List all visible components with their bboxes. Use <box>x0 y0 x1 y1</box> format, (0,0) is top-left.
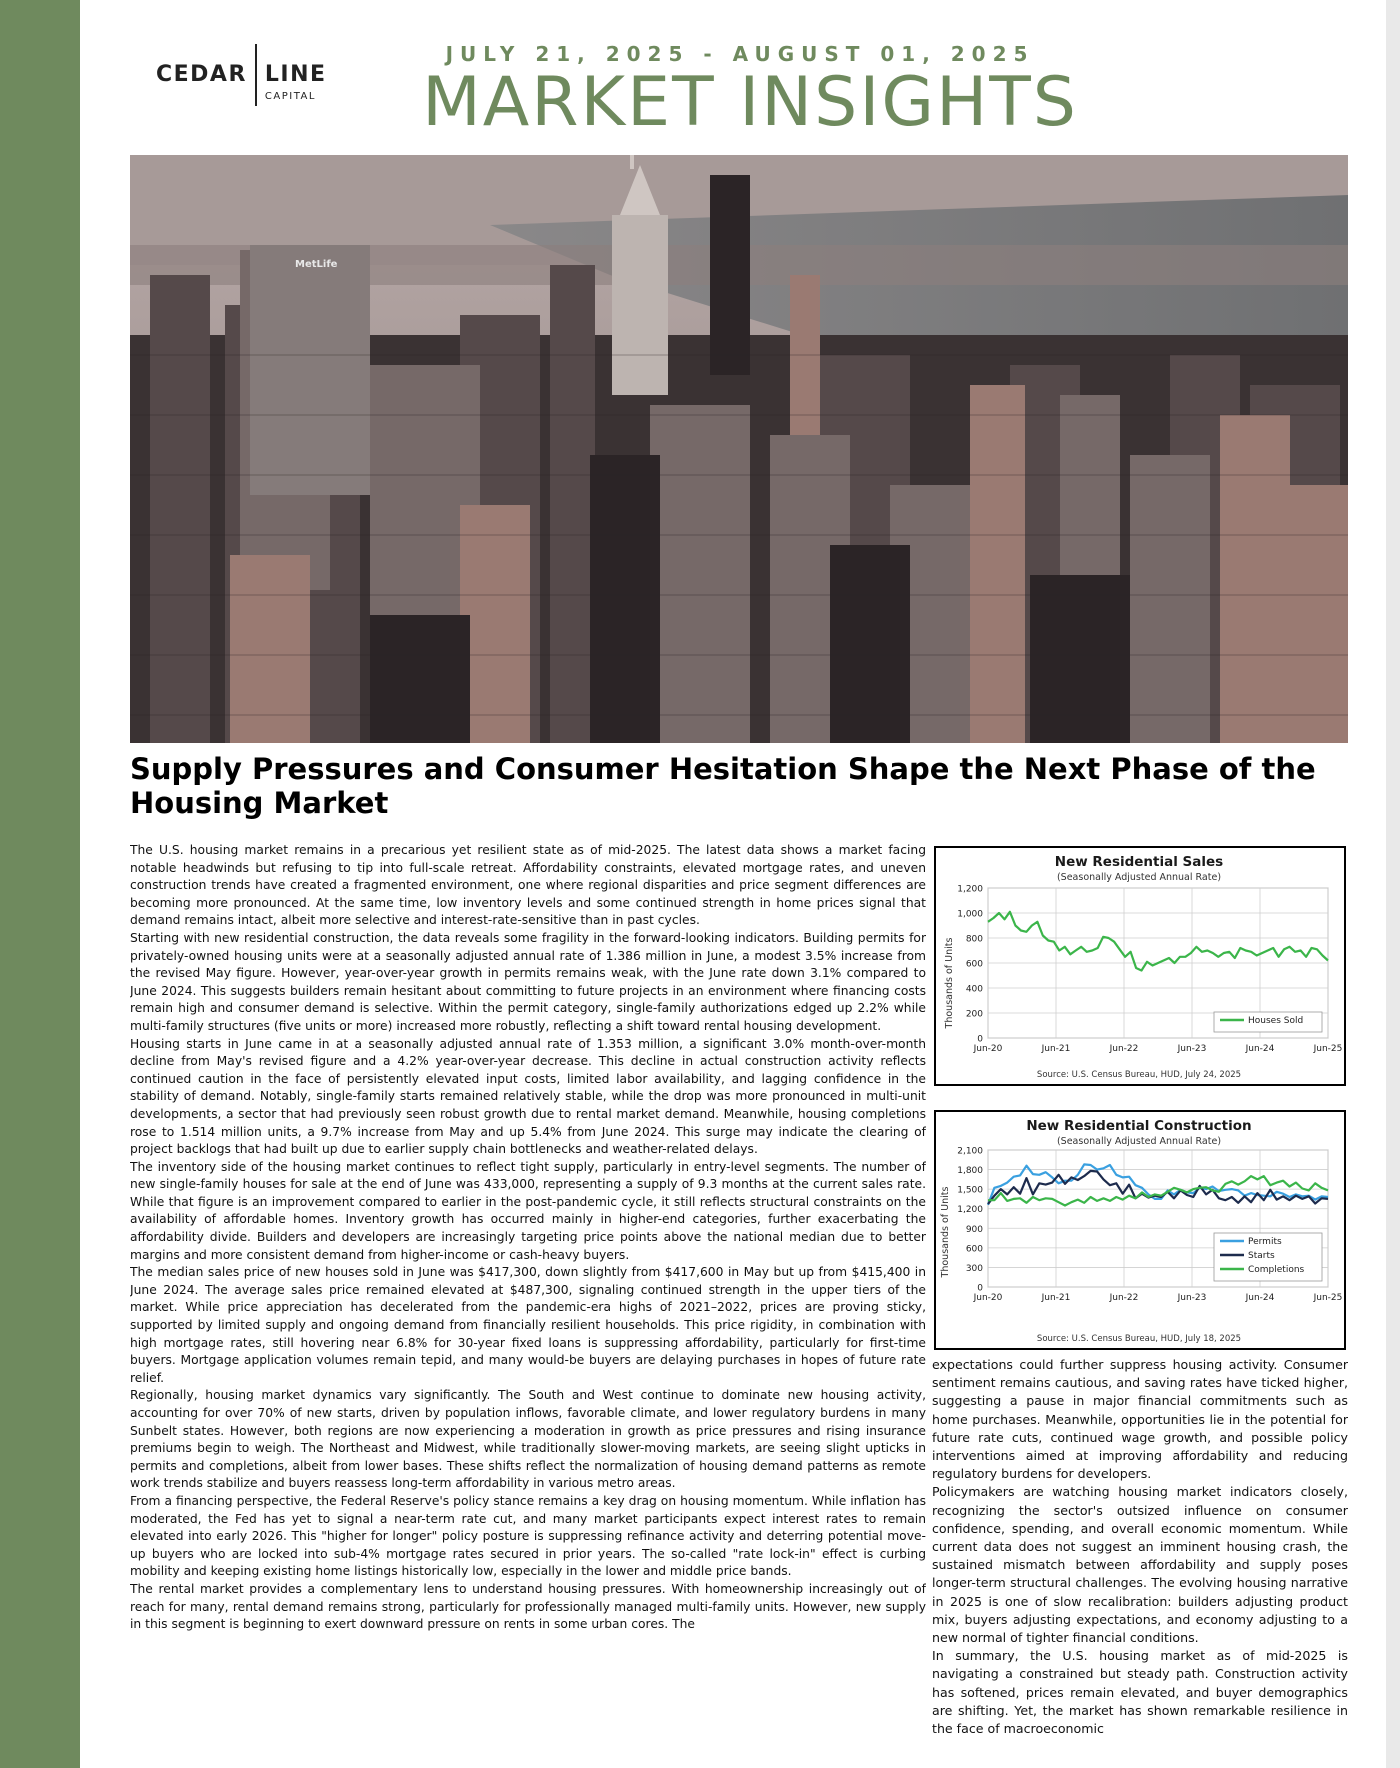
y-tick-label: 300 <box>965 1263 983 1274</box>
y-axis-label: Thousands of Units <box>940 1186 951 1278</box>
x-tick-label: Jun-23 <box>1177 1044 1207 1054</box>
page-title: MARKET INSIGHTS <box>422 63 1078 142</box>
sales-chart-svg <box>936 848 1343 1083</box>
x-tick-label: Jun-22 <box>1109 1044 1139 1054</box>
y-tick-label: 1,000 <box>957 909 983 920</box>
y-tick-label: 400 <box>965 984 983 995</box>
y-tick-label: 1,500 <box>957 1185 983 1196</box>
y-tick-label: 200 <box>965 1009 983 1020</box>
chart-source: Source: U.S. Census Bureau, HUD, July 24, 2025 <box>1036 1070 1242 1080</box>
page-edge <box>1386 0 1400 1768</box>
new-residential-construction-chart <box>934 1110 1346 1350</box>
article-paragraph: From a financing perspective, the Federal Reserve's policy stance remains a key drag on housing momentum. While inflation has moderated, the Fed has yet to signal a near-term rate cut, and many market participants expect interest rates to remain elevated into early 2026. This "higher for longer" policy posture is suppressing refinance activity and deterring potential move-up buyers who are locked into sub-4% mortgage rates secured in prior years. The so-called "rate lock-in" effect is curbing mobility and keeping existing home listings historically low, especially in the lower and middle price bands. <box>130 1493 926 1579</box>
legend-label: Starts <box>1248 1251 1275 1261</box>
brand-name-right: LINE <box>264 62 327 87</box>
chart-source: Source: U.S. Census Bureau, HUD, July 18, 2025 <box>1036 1334 1242 1344</box>
svg-text:MetLife: MetLife <box>295 259 338 270</box>
chart-subtitle: (Seasonally Adjusted Annual Rate) <box>1056 1136 1222 1147</box>
city-skyline-photo <box>130 155 1348 743</box>
article-paragraph: The rental market provides a complementary lens to understand housing pressures. With homeownership increasingly out of reach for many, rental demand remains strong, particularly for professionally managed multi-family units. However, new supply in this segment is beginning to exert downward pressure on rents in some urban cores. The <box>130 1581 926 1632</box>
article-paragraph: Starting with new residential construction, the data reveals some fragility in the forward-looking indicators. Building permits for privately-owned housing units were at a seasonally adjusted annual rate of 1.386 million in June, a modest 3.5% increase from the revised May figure. However, year-over-year growth in permits remains weak, with the June rate down 3.1% compared to June 2024. This suggests builders remain hesitant about committing to future projects in an environment where financing costs remain high and consumer demand is selective. Within the permit category, single-family authorizations edged up 2.2% while multi-family structures (five units or more) increased more robustly, reflecting a shift toward rental housing development. <box>130 930 926 1033</box>
side-column <box>932 1356 1348 1768</box>
x-tick-label: Jun-25 <box>1313 1044 1343 1054</box>
y-tick-label: 0 <box>977 1034 983 1045</box>
article-paragraph: The inventory side of the housing market continues to reflect tight supply, particularly in entry-level segments. The number of new single-family houses for sale at the end of June was 433,000, representing a supply of 9.3 months at the current sales rate. While that figure is an improvement compared to earlier in the post-pandemic cycle, it still reflects structural constraints on the availability of affordable homes. Inventory growth has occurred mainly in higher-end categories, further exacerbating the affordability divide. Builders and developers are increasingly targeting price points above the national median due to better margins and more consistent demand from higher-income or cash-heavy buyers. <box>130 1159 926 1262</box>
y-tick-label: 0 <box>977 1283 983 1294</box>
chart-subtitle: (Seasonally Adjusted Annual Rate) <box>1056 872 1222 883</box>
construction-chart-svg <box>936 1112 1343 1347</box>
article-paragraph: The U.S. housing market remains in a precarious yet resilient state as of mid-2025. The latest data shows a market facing notable headwinds but refusing to tip into full-scale retreat. Affordability constraints, elevated mortgage rates, and uneven construction trends have created a fragmented environment, one where regional disparities and price segment differences are becoming more pronounced. At the same time, low inventory levels and some continued strength in home prices signal that demand remains intact, albeit more selective and interest-rate-sensitive than in past cycles. <box>130 843 926 928</box>
chart-title: New Residential Sales <box>1054 854 1224 870</box>
x-tick-label: Jun-20 <box>973 1044 1003 1054</box>
article-paragraph: Housing starts in June came in at a seasonally adjusted annual rate of 1.353 million, a significant 3.0% month-over-month decline from May's revised figure and a 4.2% year-over-year decrease. This decline in actual construction activity reflects continued caution in the face of persistently elevated input costs, limited labor availability, and lagging confidence in the stability of demand. Notably, single-family starts remained relatively stable, while the drop was more pronounced in multi-unit developments, a sector that had previously seen robust growth due to rental market demand. Meanwhile, housing completions rose to 1.514 million units, a 9.7% increase from May and up 5.4% from June 2024. This surge may indicate the clearing of project backlogs that had built up due to earlier supply chain bottlenecks and weather-related delays. <box>130 1036 926 1157</box>
y-tick-label: 600 <box>965 959 983 970</box>
brand-logo <box>156 44 327 110</box>
x-tick-label: Jun-22 <box>1109 1293 1139 1303</box>
article-paragraph: The median sales price of new houses sold in June was $417,300, down slightly from $417,600 in May but up from $415,400 in June 2024. The average sales price remained elevated at $487,300, signaling continued strength in the upper tiers of the market. While price appreciation has decelerated from the pandemic-era highs of 2021–2022, prices are proving sticky, supported by limited supply and ongoing demand from financially resilient households. This price rigidity, in combination with high mortgage rates, still hovering near 6.8% for 30-year fixed loans is suppressing affordability, particularly for first-time buyers. Mortgage application volumes remain tepid, and many would-be buyers are delaying purchases in hopes of future rate relief. <box>130 1265 926 1385</box>
y-tick-label: 600 <box>965 1244 983 1255</box>
brand-name-left: CEDAR <box>156 62 247 87</box>
x-tick-label: Jun-21 <box>1041 1293 1071 1303</box>
issue-dates: JULY 21, 2025 - AUGUST 01, 2025 <box>445 42 1035 66</box>
chart-title: New Residential Construction <box>1026 1118 1252 1134</box>
y-tick-label: 1,200 <box>957 884 983 895</box>
new-residential-sales-chart <box>934 846 1346 1086</box>
article-body <box>130 842 926 1768</box>
y-tick-label: 1,800 <box>957 1166 983 1177</box>
x-tick-label: Jun-23 <box>1177 1293 1207 1303</box>
y-tick-label: 900 <box>965 1224 983 1235</box>
article-paragraph: Regionally, housing market dynamics vary significantly. The South and West continue to dominate new housing activity, accounting for over 70% of new starts, driven by population inflows, favorable climate, and lower regulatory burdens in many Sunbelt states. However, both regions are now experiencing a moderation in growth as price pressures and rising insurance premiums begin to weigh. The Northeast and Midwest, while traditionally slower-moving markets, are seeing slight upticks in permits and completions, albeit from lower bases. These shifts reflect the normalization of housing demand patterns as remote work trends stabilize and buyers reassess long-term affordability in various metro areas. <box>130 1388 926 1491</box>
article-headline: Supply Pressures and Consumer Hesitation Shape the Next Phase of the Housing Market <box>130 752 1316 820</box>
metlife-building <box>250 245 370 495</box>
legend-label: Completions <box>1248 1265 1305 1275</box>
x-tick-label: Jun-24 <box>1245 1044 1275 1054</box>
side-paragraph: expectations could further suppress housing activity. Consumer sentiment remains cautious, and saving rates have ticked higher, suggesting a pause in major financial commitments such as home purchases. Meanwhile, opportunities lie in the potential for future rate cuts, continued wage growth, and possible policy interventions aimed at improving affordability and reducing regulatory burdens for developers. <box>932 1357 1348 1482</box>
side-paragraph: In summary, the U.S. housing market as of mid-2025 is navigating a constrained but steady path. Construction activity has softened, prices remain elevated, and buyer demographics are shifting. Yet, the market has shown remarkable resilience in the face of macroeconomic <box>932 1648 1348 1737</box>
x-tick-label: Jun-21 <box>1041 1044 1071 1054</box>
x-tick-label: Jun-25 <box>1313 1293 1343 1303</box>
side-paragraph: Policymakers are watching housing market indicators closely, recognizing the sector's outsized influence on consumer confidence, spending, and overall economic momentum. While current data does not suggest an imminent housing crash, the sustained mismatch between affordability and supply poses longer-term structural challenges. The evolving housing narrative in 2025 is one of slow recalibration: builders adjusting product mix, buyers adjusting expectations, and economy adjusting to a new normal of tighter financial conditions. <box>932 1484 1348 1646</box>
y-tick-label: 1,200 <box>957 1205 983 1216</box>
legend-label: Permits <box>1248 1237 1282 1247</box>
y-tick-label: 800 <box>965 934 983 945</box>
legend-label: Houses Sold <box>1248 1016 1304 1026</box>
brand-sub: CAPITAL <box>264 91 316 102</box>
y-axis-label: Thousands of Units <box>944 937 955 1029</box>
y-tick-label: 2,100 <box>957 1146 983 1157</box>
x-tick-label: Jun-20 <box>973 1293 1003 1303</box>
left-accent-bar <box>0 0 80 1768</box>
x-tick-label: Jun-24 <box>1245 1293 1275 1303</box>
skyline-illustration <box>130 155 1348 743</box>
